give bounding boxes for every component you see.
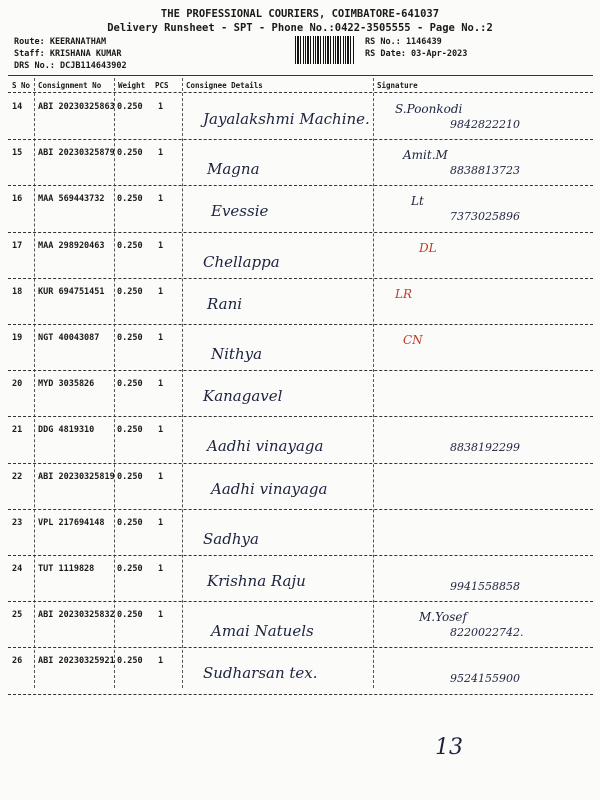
pieces-count: 1 [158, 656, 164, 667]
row-divider [8, 463, 593, 464]
row-divider [8, 416, 593, 417]
weight-value: 0.250 [117, 148, 143, 159]
consignment-number: MAA 569443732 [38, 194, 105, 205]
table-row [0, 419, 600, 465]
page-handwritten-mark: 13 [435, 735, 463, 760]
table-row [0, 650, 600, 696]
recipient-phone: 8838813723 [450, 164, 520, 178]
consignee-name: Chellappa [203, 252, 280, 271]
runsheet-subtitle: Delivery Runsheet - SPT - Phone No.:0422-3505555 - Page No.:2 [107, 22, 493, 34]
pieces-count: 1 [158, 148, 164, 159]
consignee-name: Aadhi vinayaga [207, 437, 324, 456]
rs-date: RS Date: 03-Apr-2023 [365, 49, 468, 59]
row-divider [8, 278, 593, 279]
consignee-name: Jayalakshmi Machine. [203, 110, 370, 128]
col-consignment-header: Consignment No [38, 81, 102, 90]
serial-number: 19 [12, 333, 23, 343]
recipient-signature: S.Poonkodi [395, 102, 463, 116]
weight-value: 0.250 [117, 194, 143, 205]
table-row [0, 188, 600, 234]
consignment-number: ABI 20230325879 [38, 148, 115, 159]
pieces-count: 1 [158, 471, 164, 482]
weight-value: 0.250 [117, 471, 143, 482]
consignee-name: Krishna Raju [207, 572, 306, 590]
weight-value: 0.250 [117, 240, 143, 251]
pieces-count: 1 [158, 564, 164, 574]
route-label: Route: KEERANATHAM [14, 37, 107, 47]
weight-value: 0.250 [117, 333, 143, 343]
consignment-number: MYD 3035826 [38, 379, 95, 390]
weight-value: 0.250 [117, 610, 143, 621]
row-divider [8, 324, 593, 325]
recipient-signature: M.Yosef [419, 610, 467, 625]
recipient-signature: DL [419, 240, 437, 255]
recipient-signature: CN [403, 333, 423, 347]
recipient-phone: 8838192299 [450, 441, 520, 455]
serial-number: 22 [12, 471, 23, 482]
recipient-phone: 9524155900 [450, 672, 520, 686]
col-pcs-header: PCS [155, 81, 169, 90]
recipient-signature: Lt [411, 194, 424, 209]
serial-number: 24 [12, 564, 23, 574]
rs-number: RS No.: 1146439 [365, 37, 442, 47]
pieces-count: 1 [158, 102, 164, 112]
barcode [295, 36, 355, 64]
serial-number: 14 [12, 102, 23, 112]
serial-number: 25 [12, 610, 23, 621]
recipient-signature: LR [395, 286, 413, 301]
consignee-name: Sudharsan tex. [203, 664, 318, 683]
row-divider [8, 509, 593, 510]
recipient-signature: Amit.M [403, 148, 448, 163]
recipient-phone: 9941558858 [450, 580, 520, 593]
recipient-phone: 8220022742. [450, 626, 524, 640]
table-row [0, 512, 600, 558]
weight-value: 0.250 [117, 517, 143, 528]
consignment-number: TUT 1119828 [38, 564, 95, 574]
table-row [0, 373, 600, 419]
row-divider [8, 647, 593, 648]
table-row [0, 281, 600, 327]
weight-value: 0.250 [117, 425, 143, 436]
pieces-count: 1 [158, 240, 164, 251]
staff-label: Staff: KRISHANA KUMAR [14, 49, 122, 59]
consignment-number: DDG 4819310 [38, 425, 95, 436]
serial-number: 21 [12, 425, 23, 436]
pieces-count: 1 [158, 286, 164, 297]
serial-number: 17 [12, 240, 23, 251]
weight-value: 0.250 [117, 379, 143, 390]
table-row [0, 96, 600, 142]
table-row [0, 558, 600, 604]
consignment-number: ABI 20230325832 [38, 610, 115, 621]
table-row [0, 327, 600, 373]
weight-value: 0.250 [117, 102, 143, 112]
pieces-count: 1 [158, 379, 164, 390]
weight-value: 0.250 [117, 286, 143, 297]
consignee-name: Nithya [211, 345, 263, 363]
consignment-number: NGT 40043087 [38, 333, 100, 343]
serial-number: 20 [12, 379, 23, 390]
consignment-number: ABI 20230325819 [38, 471, 115, 482]
col-weight-header: Weight [118, 81, 146, 90]
row-divider [8, 232, 593, 233]
consignment-number: KUR 694751451 [38, 286, 105, 297]
consignee-name: Rani [207, 294, 243, 313]
consignment-number: ABI 20230325921 [38, 656, 115, 667]
recipient-phone: 9842822210 [450, 118, 520, 131]
row-divider [8, 185, 593, 186]
table-row [0, 466, 600, 512]
row-divider [8, 601, 593, 602]
weight-value: 0.250 [117, 656, 143, 667]
drs-label: DRS No.: DCJB114643902 [14, 61, 127, 71]
consignment-number: MAA 298920463 [38, 240, 105, 251]
pieces-count: 1 [158, 425, 164, 436]
consignment-number: ABI 20230325863 [38, 102, 115, 112]
col-consignee-header: Consignee Details [186, 81, 263, 90]
pieces-count: 1 [158, 333, 164, 343]
consignee-name: Sadhya [203, 529, 259, 548]
consignee-name: Amai Natuels [211, 622, 314, 641]
header-rule [8, 92, 593, 93]
pieces-count: 1 [158, 517, 164, 528]
serial-number: 26 [12, 656, 23, 667]
serial-number: 15 [12, 148, 23, 159]
row-divider [8, 139, 593, 140]
table-row [0, 604, 600, 650]
consignee-name: Aadhi vinayaga [211, 479, 328, 498]
consignee-name: Magna [207, 160, 260, 179]
table-row [0, 235, 600, 281]
consignment-number: VPL 217694148 [38, 517, 105, 528]
serial-number: 18 [12, 286, 23, 297]
serial-number: 23 [12, 517, 23, 528]
serial-number: 16 [12, 194, 23, 205]
row-divider [8, 370, 593, 371]
table-row [0, 142, 600, 188]
col-sno-header: S No [12, 81, 31, 90]
consignee-name: Kanagavel [203, 387, 283, 406]
row-divider [8, 555, 593, 556]
weight-value: 0.250 [117, 564, 143, 574]
consignee-name: Evessie [211, 202, 269, 221]
col-signature-header: Signature [377, 81, 418, 90]
recipient-phone: 7373025896 [450, 210, 520, 224]
pieces-count: 1 [158, 610, 164, 621]
table-top-rule [8, 75, 593, 76]
company-title: THE PROFESSIONAL COURIERS, COIMBATORE-641037 [160, 8, 440, 20]
row-divider [8, 694, 593, 695]
pieces-count: 1 [158, 194, 164, 205]
